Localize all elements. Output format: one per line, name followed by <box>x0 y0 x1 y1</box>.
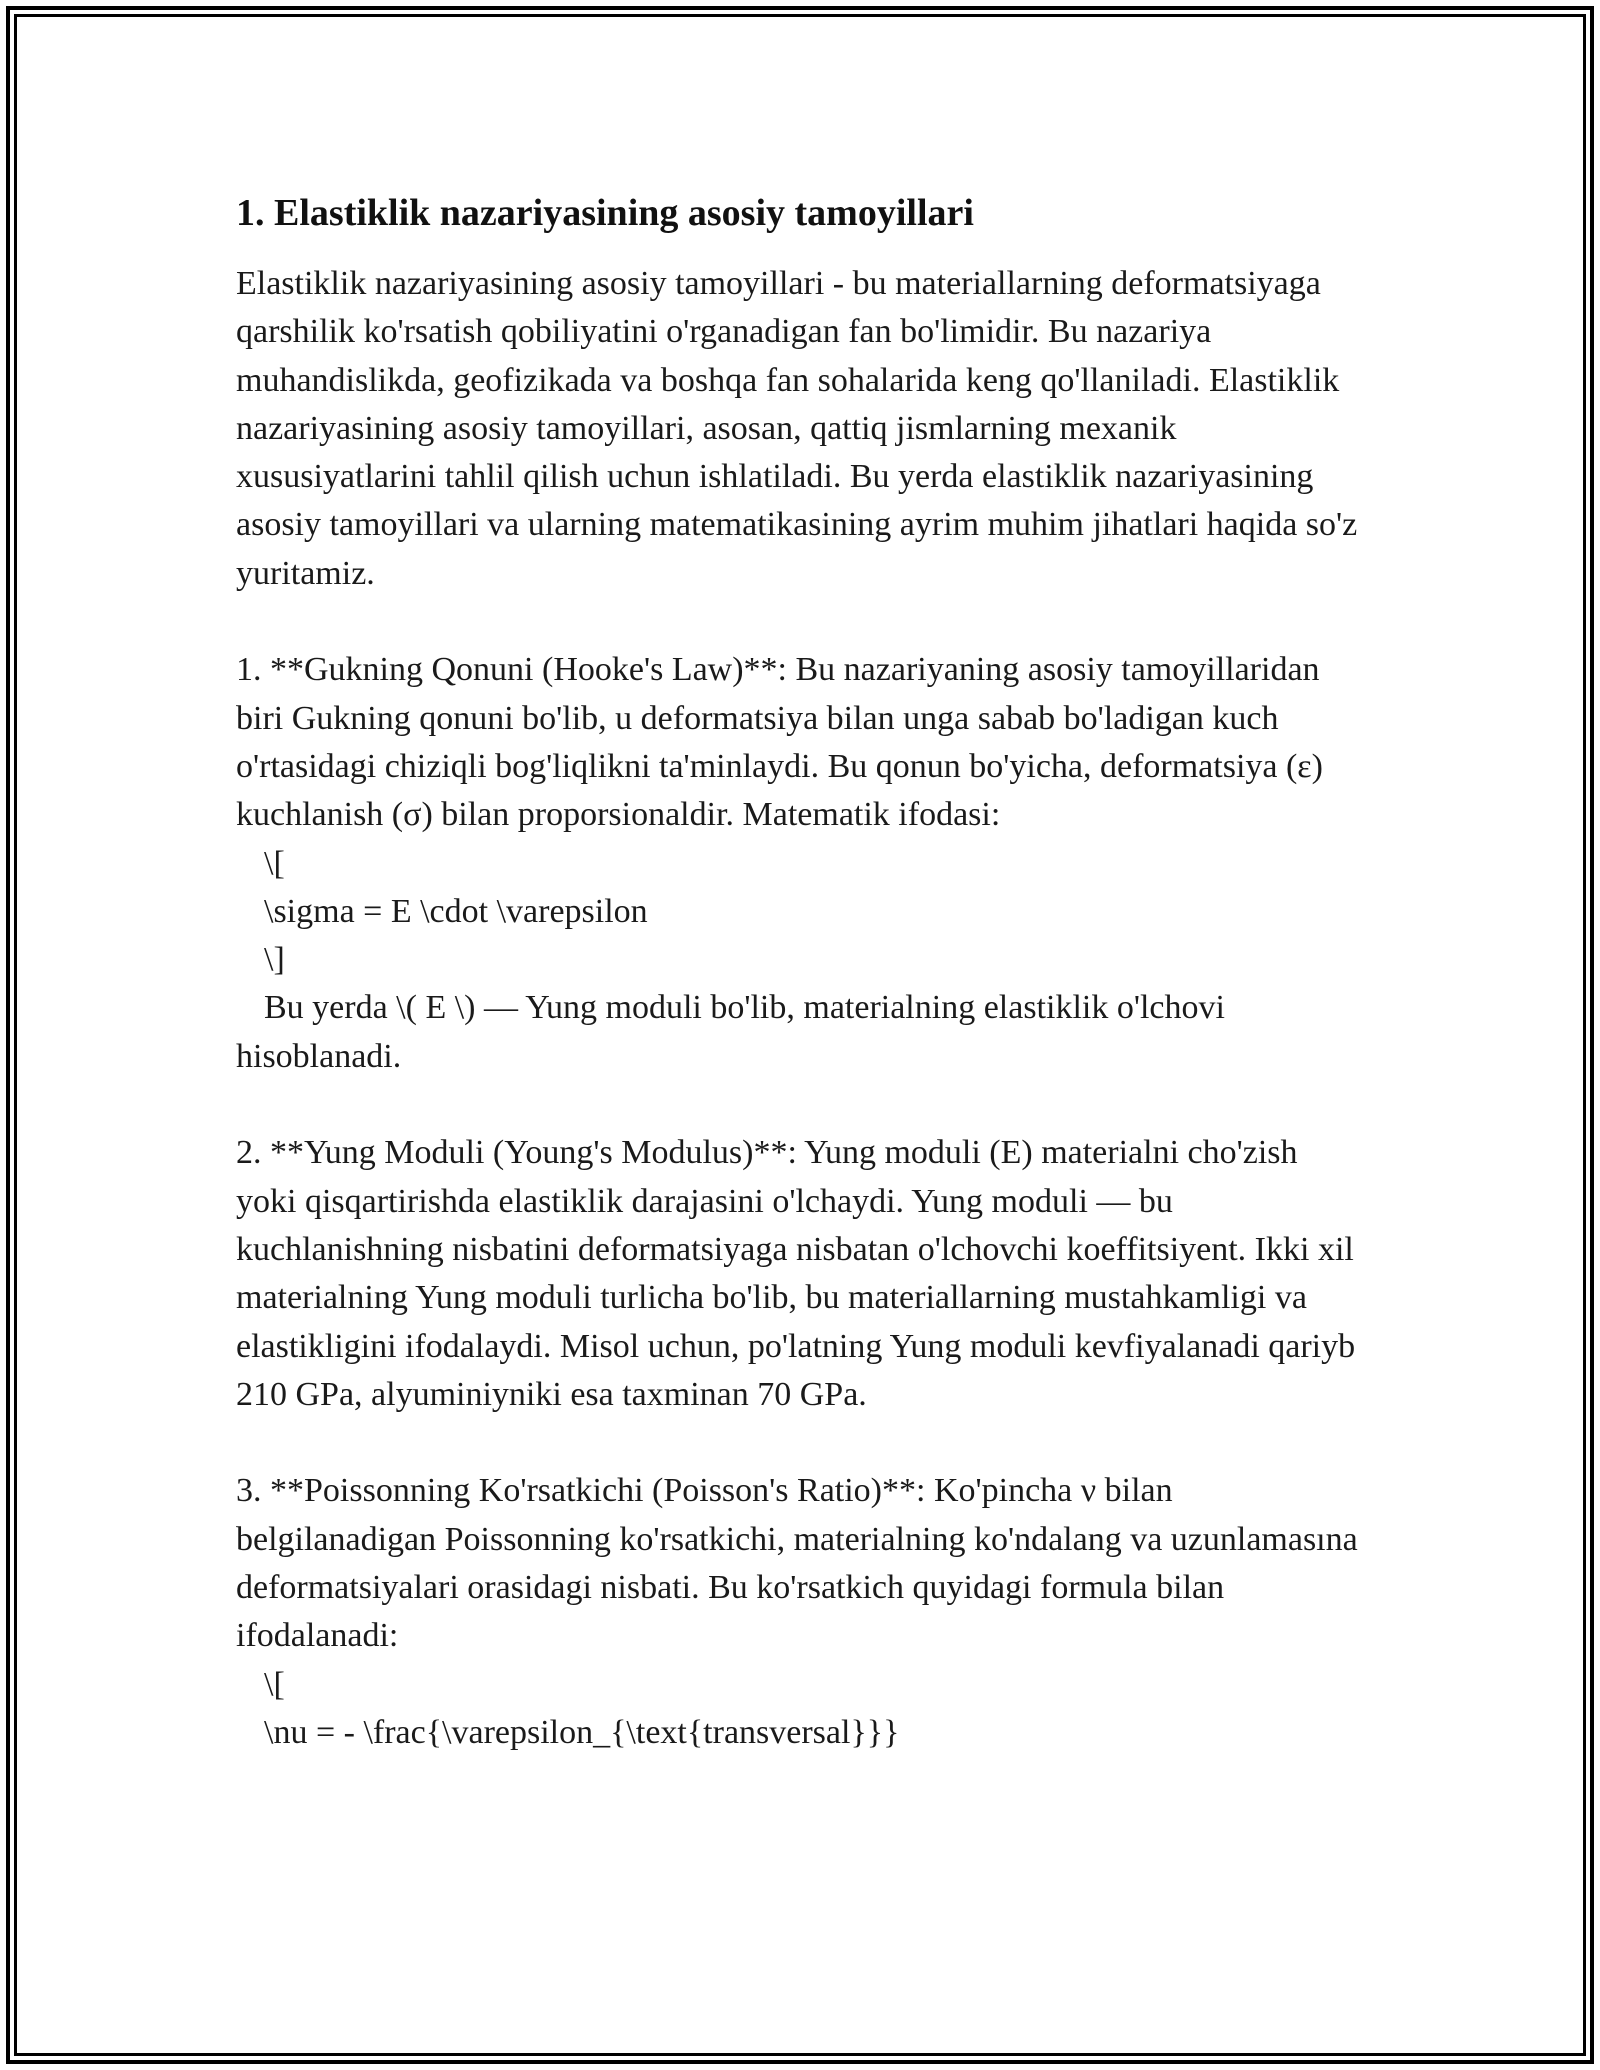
item-youngs-modulus: 2. **Yung Moduli (Young's Modulus)**: Yung moduli (E) materialni cho'zish yoki qisqartirishda elastiklik darajasini o'lchaydi. Yung moduli — bu kuchlanishning nisbatini deformatsiyaga nisbatan o'lchovchi koeffitsiyent. Ikki xil materialning Yung moduli turlicha bo'lib, bu materiallarning mustahkamligi va elastikligini ifodalaydi. Misol uchun, po'latning Yung moduli kevfiyalanadi qariyb 210 GPa, alyuminiyniki esa taxminan 70 GPa. <box>236 1134 1356 1413</box>
paragraph-spacer <box>236 598 1366 646</box>
paragraph-spacer <box>236 1081 1366 1129</box>
section-heading: 1. Elastiklik nazariyasining asosiy tamoyillari <box>236 192 974 234</box>
formula-note: Bu yerda \( E \) — Yung moduli bo'lib, materialning elastiklik o'lchovi <box>264 989 1225 1027</box>
formula-poissons-ratio: \nu = - \frac{\varepsilon_{\text{transversal}}} <box>264 1713 900 1751</box>
formula-note-continued: hisoblanadi. <box>236 1037 402 1075</box>
intro-paragraph: Elastiklik nazariyasining asosiy tamoyillari - bu materiallarning deformatsiyaga qarshilik ko'rsatish qobiliyatini o'rganadigan fan bo'limidir. Bu nazariya muhandislikda, geofizikada va boshqa fan sohalarida keng qo'llaniladi. Elastiklik nazariyasining asosiy tamoyillari, asosan, qattiq jismlarning mexanik xususiyatlarini tahlil qilish uchun ishlatiladi. Bu yerda elastiklik nazariyasining asosiy tamoyillari va ularning matematikasining ayrim muhim jihatlari haqida so'z yuritamiz. <box>236 265 1358 592</box>
item-poissons-ratio: 3. **Poissonning Ko'rsatkichi (Poisson's Ratio)**: Ko'pincha ν bilan belgilanadigan Poissonning ko'rsatkichi, materialning ko'ndalang va uzunlamasına deformatsiyalari orasidagi nisbati. Bu ko'rsatkich quyidagi formula bilan ifodalanadi: <box>236 1472 1358 1655</box>
formula-close: \] <box>264 941 285 979</box>
document-body <box>236 186 1366 1757</box>
paragraph-spacer <box>236 1419 1366 1467</box>
formula-hookes-law: \sigma = E \cdot \varepsilon <box>264 892 648 930</box>
formula-open: \[ <box>264 844 285 882</box>
formula-open: \[ <box>264 1665 285 1703</box>
item-hookes-law: 1. **Gukning Qonuni (Hooke's Law)**: Bu nazariyaning asosiy tamoyillaridan biri Gukning qonuni bo'lib, u deformatsiya bilan unga sabab bo'ladigan kuch o'rtasidagi chiziqli bog'liqlikni ta'minlaydi. Bu qonun bo'yicha, deformatsiya (ε) kuchlanish (σ) bilan proporsionaldir. Matematik ifodasi: <box>236 651 1323 834</box>
